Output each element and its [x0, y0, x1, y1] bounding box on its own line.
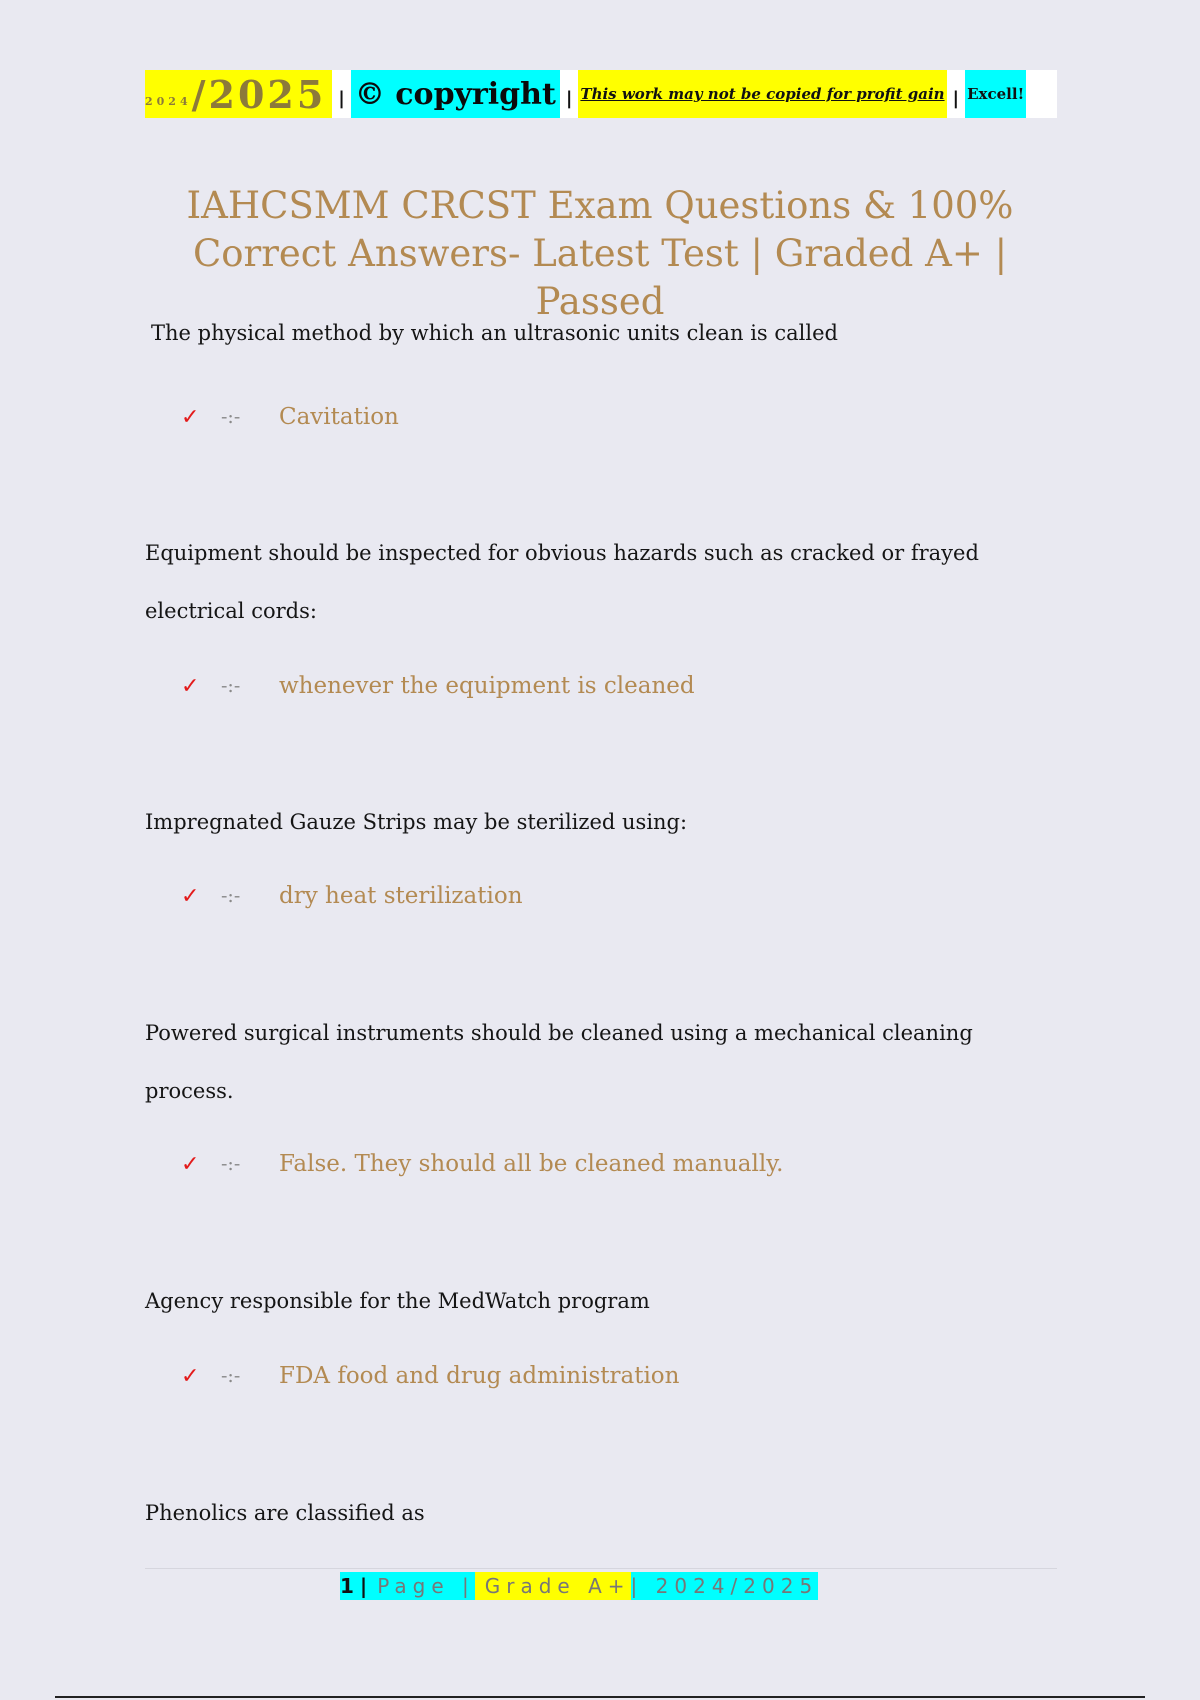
answer-separator: -:-: [221, 1153, 241, 1175]
question-text: Powered surgical instruments should be cleaned using a mechanical cleaning process.: [145, 1021, 973, 1103]
question-text: Impregnated Gauze Strips may be sterilized using:: [145, 810, 688, 834]
qa-item: [145, 793, 1045, 851]
header-separator: |: [947, 88, 966, 109]
answer-separator: -:-: [221, 675, 241, 697]
page-bottom-rule: [55, 1696, 1145, 1698]
qa-item: [145, 1272, 1045, 1330]
footer-page-segment: [340, 1572, 475, 1600]
header-year-big: /2025: [191, 71, 327, 117]
checkmark-icon: ✓: [181, 404, 200, 430]
answer-text: FDA food and drug administration: [279, 1363, 680, 1389]
footer-grade: [475, 1572, 631, 1600]
qa-item: [145, 1004, 1045, 1120]
page-number: 1: [340, 1574, 356, 1598]
header-excell: Excell!: [965, 70, 1026, 118]
copyright-header: [145, 70, 1057, 118]
question-text: Equipment should be inspected for obvious hazards such as cracked or frayed electrical cords:: [145, 541, 979, 623]
answer-text: dry heat sterilization: [279, 883, 523, 909]
answer-text: Cavitation: [279, 404, 399, 430]
answer: [181, 1363, 679, 1389]
answer-text: whenever the equipment is cleaned: [279, 673, 695, 699]
question-text: Agency responsible for the MedWatch program: [145, 1289, 650, 1313]
answer-separator: -:-: [221, 406, 241, 428]
answer-separator: -:-: [221, 885, 241, 907]
checkmark-icon: ✓: [181, 1363, 200, 1389]
footer-year: [631, 1572, 819, 1600]
checkmark-icon: ✓: [181, 883, 200, 909]
qa-item: [145, 524, 1045, 640]
footer-separator: |: [359, 1574, 370, 1598]
qa-item: [145, 316, 1045, 350]
footer-grade-text: Grade A+: [484, 1574, 631, 1598]
header-year-small: 2024: [145, 94, 192, 108]
answer: [181, 1151, 783, 1177]
answer: [181, 883, 523, 909]
header-separator: |: [332, 88, 351, 109]
qa-item: [145, 1484, 1045, 1542]
footer-divider: [145, 1568, 1057, 1569]
question-text: The physical method by which an ultrasonic units clean is called: [151, 321, 838, 345]
question-text: Phenolics are classified as: [145, 1501, 425, 1525]
footer-page-label: Page |: [377, 1574, 475, 1598]
document-title: IAHCSMM CRCST Exam Questions & 100% Correct Answers- Latest Test | Graded A+ | Passed: [186, 184, 1014, 323]
footer-year-text: | 2024/2025: [630, 1574, 819, 1598]
header-copyright: © copyright: [351, 70, 560, 118]
answer: [181, 673, 695, 699]
header-year: [145, 70, 332, 118]
header-separator: |: [560, 88, 579, 109]
checkmark-icon: ✓: [181, 1151, 200, 1177]
header-copy-notice: This work may not be copied for profit gain: [578, 70, 946, 118]
page-footer: [340, 1572, 818, 1600]
answer-text: False. They should all be cleaned manually.: [279, 1151, 784, 1177]
answer-separator: -:-: [221, 1365, 241, 1387]
answer: [181, 404, 399, 430]
checkmark-icon: ✓: [181, 673, 200, 699]
